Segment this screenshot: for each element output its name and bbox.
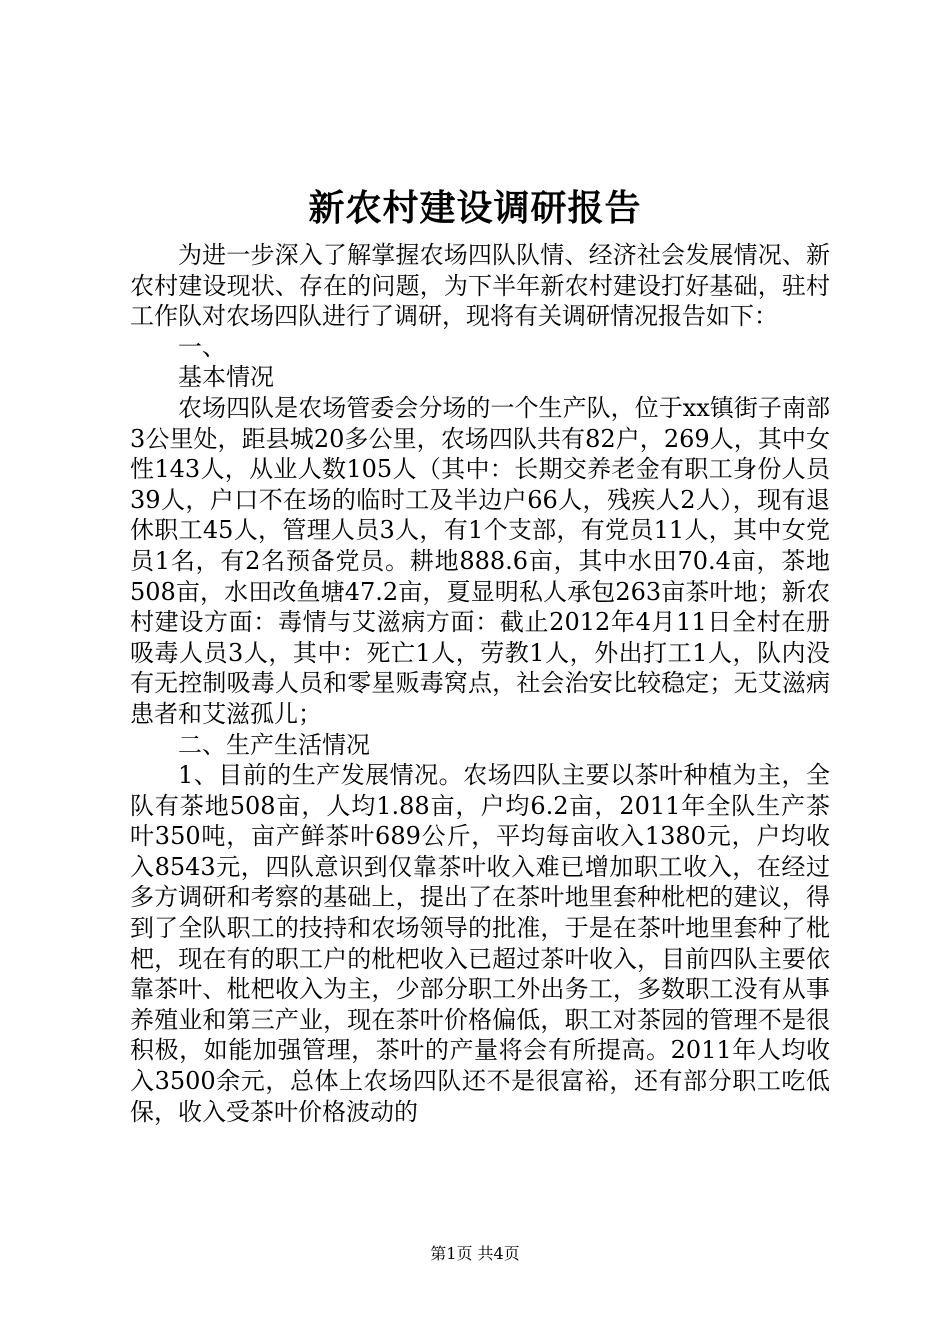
paragraph-production: 1、目前的生产发展情况。农场四队主要以茶叶种植为主，全队有茶地508亩，人均1.88亩，户均6.2亩，2011年全队生产茶叶350吨，亩产鲜茶叶689公斤，平均每亩收入1380元，户均收入8543元，四队意识到仅靠茶叶收入难已增加职工收入，在经过多方调研和考察的基础上，提出了在茶叶地里套种枇杷的建议，得到了全队职工的技持和农场领导的批准，于是在茶叶地里套种了枇杷，现在有的职工户的枇杷收入已超过茶叶收入，目前四队主要依靠茶叶、枇杷收入为主，少部分职工外出务工，多数职工没有从事养殖业和第三产业，现在茶叶价格偏低，职工对茶园的管理不是很积极，如能加强管理，茶叶的产量将会有所提高。2011年人均收入3500余元，总体上农场四队还不是很富裕，还有部分职工吃低保，收入受茶叶价格波动的	[130, 761, 830, 1126]
section-number-1: 一、	[178, 332, 226, 361]
paragraph-intro: 为进一步深入了解掌握农场四队队情、经济社会发展情况、新农村建设现状、存在的问题，为下半年新农村建设打好基础，驻村工作队对农场四队进行了调研，现将有关调研情况报告如下：	[130, 241, 830, 331]
page-footer: 第1页 共4页	[430, 1244, 520, 1263]
document-body	[130, 240, 830, 1127]
document-title: 新农村建设调研报告	[308, 187, 642, 229]
paragraph-basic-info: 农场四队是农场管委会分场的一个生产队，位于xx镇街子南部3公里处，距县城20多公里，农场四队共有82户，269人，其中女性143人，从业人数105人（其中：长期交养老金有职工身份人员39人，户口不在场的临时工及半边户66人，残疾人2人），现有退休职工45人，管理人员3人，有1个支部，有党员11人，其中女党员1名，有2名预备党员。耕地888.6亩，其中水田70.4亩，茶地508亩，水田改鱼塘47.2亩，夏显明私人承包263亩茶叶地；新农村建设方面：毒情与艾滋病方面：截止2012年4月11日全村在册吸毒人员3人，其中：死亡1人，劳教1人，外出打工1人，队内没有无控制吸毒人员和零星贩毒窝点，社会治安比较稳定；无艾滋病患者和艾滋孤儿；	[130, 393, 830, 728]
section-heading-production: 二、生产生活情况	[178, 730, 370, 759]
section-heading-basic: 基本情况	[178, 363, 274, 392]
